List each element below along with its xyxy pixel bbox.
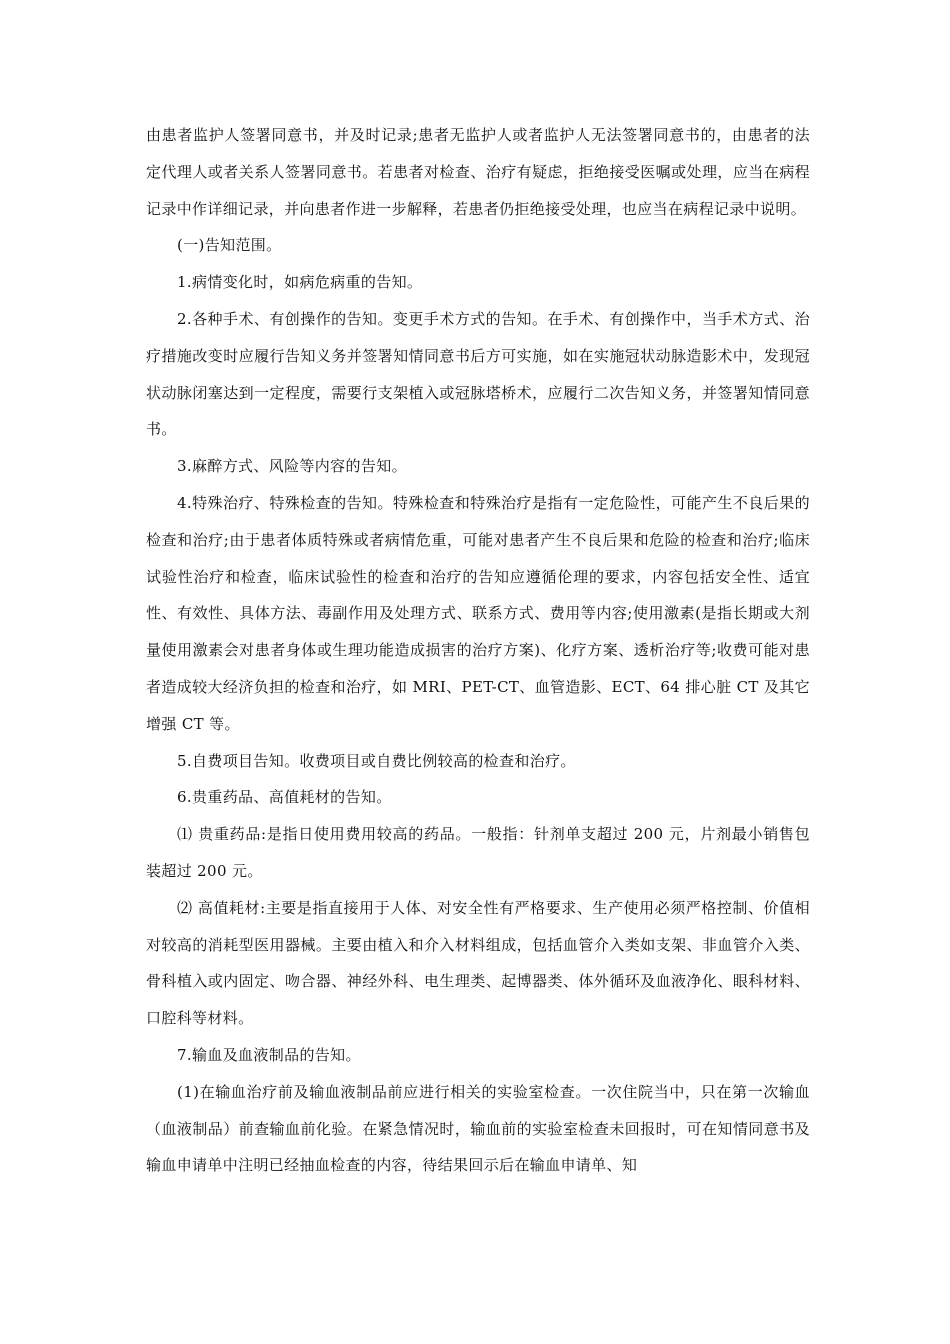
list-item-7: 7.输血及血液制品的告知。 [177,1045,361,1064]
paragraph-continuation: 由患者监护人签署同意书，并及时记录;患者无监护人或者监护人无法签署同意书的，由患者的法定代理人或者关系人签署同意书。若患者对检查、治疗有疑虑，拒绝接受医嘱或处理，应当在病程记录中作详细记录，并向患者作进一步解释，若患者仍拒绝接受处理，也应当在病程记录中说明。 [146,126,810,218]
list-item-3: 3.麻醉方式、风险等内容的告知。 [177,457,407,476]
document-body [146,117,810,1184]
sub-item-high-value-consumables: ⑵ 高值耗材:主要是指直接用于人体、对安全性有严格要求、生产使用必须严格控制、价值相对较高的消耗型医用器械。主要由植入和介入材料组成，包括血管介入类如支架、非血管介入类、骨科植入或内固定、吻合器、神经外科、电生理类、起博器类、体外循环及血液净化、眼科材料、口腔科等材料。 [146,898,810,1028]
sub-item-transfusion-tests: (1)在输血治疗前及输血液制品前应进行相关的实验室检查。一次住院当中，只在第一次输血（血液制品）前查输血前化验。在紧急情况时，输血前的实验室检查未回报时，可在知情同意书及输血申请单中注明已经抽血检查的内容，待结果回示后在输血申请单、知 [146,1082,810,1175]
sub-item-expensive-drugs: ⑴ 贵重药品:是指日使用费用较高的药品。一般指：针剂单支超过 200 元，片剂最小销售包装超过 200 元。 [146,825,810,880]
list-item-5: 5.自费项目告知。收费项目或自费比例较高的检查和治疗。 [177,751,576,770]
section-heading-notification-scope: (一)告知范围。 [177,236,282,255]
list-item-6: 6.贵重药品、高值耗材的告知。 [177,788,392,807]
list-item-4: 4.特殊治疗、特殊检查的告知。特殊检查和特殊治疗是指有一定危险性，可能产生不良后果的检查和治疗;由于患者体质特殊或者病情危重，可能对患者产生不良后果和危险的检查和治疗;临床试验性治疗和检查，临床试验性的检查和治疗的告知应遵循伦理的要求，内容包括安全性、适宜性、有效性、具体方法、毒副作用及处理方式、联系方式、费用等内容;使用激素(是指长期或大剂量使用激素会对患者身体或生理功能造成损害的治疗方案)、化疗方案、透析治疗等;收费可能对患者造成较大经济负担的检查和治疗，如 MRI、PET-CT、血管造影、ECT、64 排心脏 CT 及其它增强 CT 等。 [146,493,810,733]
list-item-1: 1.病情变化时，如病危病重的告知。 [177,273,423,292]
list-item-2: 2.各种手术、有创操作的告知。变更手术方式的告知。在手术、有创操作中，当手术方式、治疗措施改变时应履行告知义务并签署知情同意书后方可实施，如在实施冠状动脉造影术中，发现冠状动脉闭塞达到一定程度，需要行支架植入或冠脉塔桥术，应履行二次告知义务，并签署知情同意书。 [146,309,810,439]
